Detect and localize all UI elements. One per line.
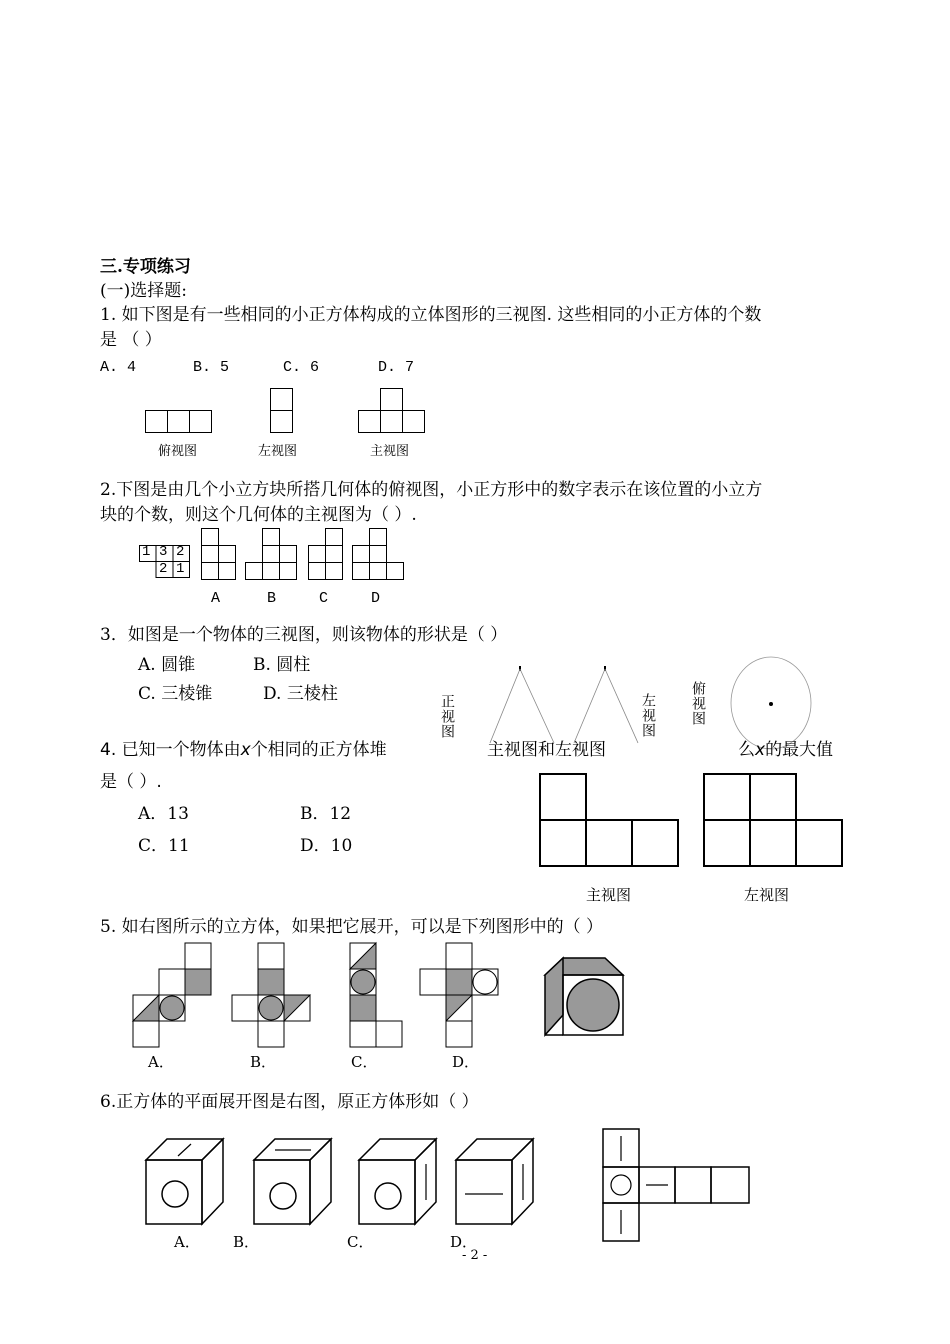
- q2-option-a-label: A: [211, 590, 221, 607]
- q3-left-view-figure: [572, 665, 642, 745]
- q3-option-a: A. 圆锥: [138, 655, 196, 675]
- q6-net-figure: [602, 1128, 754, 1246]
- q6-option-a-label: A．: [174, 1233, 200, 1251]
- q2-grid-cell-4: 2: [159, 561, 168, 577]
- q4-stem-tail: [738, 740, 833, 760]
- q3-front-view-figure: [488, 665, 558, 745]
- q4-option-a: A．13: [138, 804, 189, 824]
- q4-option-d: D．10: [300, 836, 353, 856]
- q6-option-b-label: B．: [233, 1233, 260, 1251]
- q4-stem-part-a: 4. 已知一个物体由: [100, 740, 241, 760]
- q4-stem-part-e: 的最大值: [765, 740, 834, 760]
- q6-option-a-cube: [145, 1138, 225, 1228]
- q6-option-b-cube: [253, 1138, 333, 1228]
- q1-option-d: D. 7: [378, 359, 415, 376]
- q4-stem-line2: 是（ ）.: [100, 772, 162, 792]
- q6-option-c-label: C．: [347, 1233, 374, 1251]
- q4-stem-part-c: 主视图和左视图: [487, 740, 606, 760]
- q2-option-b-figure: [245, 528, 301, 584]
- q5-option-c-label: C．: [351, 1053, 378, 1071]
- page-number: - 2 -: [462, 1248, 488, 1263]
- q2-grid-cell-1: 1: [142, 544, 151, 560]
- q5-stem: 5. 如右图所示的立方体，如果把它展开，可以是下列图形中的（ ）: [100, 917, 604, 937]
- q3-stem: 3．如图是一个物体的三视图，则该物体的形状是（ ）: [100, 625, 508, 645]
- section-title: 三.专项练习: [100, 257, 191, 277]
- q2-grid-cell-3: 2: [176, 544, 185, 560]
- q3-option-c: C. 三棱锥: [138, 684, 213, 704]
- q3-front-view-label: 正视图: [439, 694, 455, 739]
- q1-front-view-figure: [358, 388, 428, 436]
- q2-option-c-label: C: [319, 590, 329, 607]
- q4-option-b: B．12: [300, 804, 352, 824]
- q6-stem: 6.正方体的平面展开图是右图，原正方体形如（ ）: [100, 1092, 479, 1112]
- q4-variable-x-2: x: [755, 740, 766, 760]
- q1-left-view-label: 左视图: [258, 444, 298, 459]
- q3-option-b: B. 圆柱: [253, 655, 311, 675]
- q4-left-view-figure: [703, 773, 845, 869]
- q2-stem-line1: 2.下图是由几个小立方块所搭几何体的俯视图，小正方形中的数字表示在该位置的小立方: [100, 480, 763, 500]
- q2-option-b-label: B: [267, 590, 277, 607]
- q4-stem-part-b: 个相同的正方体堆: [250, 740, 387, 760]
- q5-option-a-net: [131, 942, 213, 1048]
- q2-stem-line2: 块的个数，则这个几何体的主视图为（ ）.: [100, 505, 417, 525]
- q3-top-view-label: 俯视图: [690, 681, 706, 726]
- q1-top-view-figure: [145, 410, 215, 435]
- q4-front-view-label: 主视图: [586, 886, 632, 904]
- q4-variable-x: x: [240, 740, 251, 760]
- q2-option-c-figure: [308, 528, 348, 584]
- q1-stem-line2: 是 （ ）: [100, 330, 162, 350]
- q6-option-d-label: D．: [450, 1233, 478, 1251]
- q5-option-d-net: [418, 942, 500, 1048]
- q6-option-c-cube: [358, 1138, 438, 1228]
- q1-option-c: C. 6: [283, 359, 320, 376]
- q2-grid-cell-5: 1: [176, 561, 185, 577]
- q3-option-d: D. 三棱柱: [263, 684, 338, 704]
- q5-option-a-label: A．: [148, 1053, 174, 1071]
- q4-front-view-figure: [539, 773, 681, 869]
- q4-stem-part-d: 么: [738, 740, 755, 760]
- q5-option-d-label: D．: [452, 1053, 480, 1071]
- q1-front-view-label: 主视图: [370, 444, 410, 459]
- q1-option-a: A. 4: [100, 359, 137, 376]
- q1-option-b: B. 5: [193, 359, 230, 376]
- q5-option-b-net: [230, 942, 312, 1048]
- q5-option-b-label: B．: [250, 1053, 277, 1071]
- q2-grid-cell-2: 3: [159, 544, 168, 560]
- q4-stem-line1: [100, 740, 387, 760]
- q5-cube-figure: [543, 955, 625, 1045]
- q1-left-view-figure: [270, 388, 296, 436]
- q1-stem-line1: 1. 如下图是有一些相同的小正方体构成的立体图形的三视图. 这些相同的小正方体的个数: [100, 305, 762, 325]
- q4-option-c: C．11: [138, 836, 190, 856]
- q2-option-d-figure: [352, 528, 408, 584]
- q4-left-view-label: 左视图: [744, 886, 790, 904]
- q3-left-view-label: 左视图: [640, 693, 656, 738]
- q2-option-d-label: D: [371, 590, 381, 607]
- q2-option-a-figure: [201, 528, 241, 584]
- q6-option-d-cube: [455, 1138, 535, 1228]
- q1-top-view-label: 俯视图: [158, 444, 198, 459]
- subsection-title: (一)选择题:: [100, 281, 187, 301]
